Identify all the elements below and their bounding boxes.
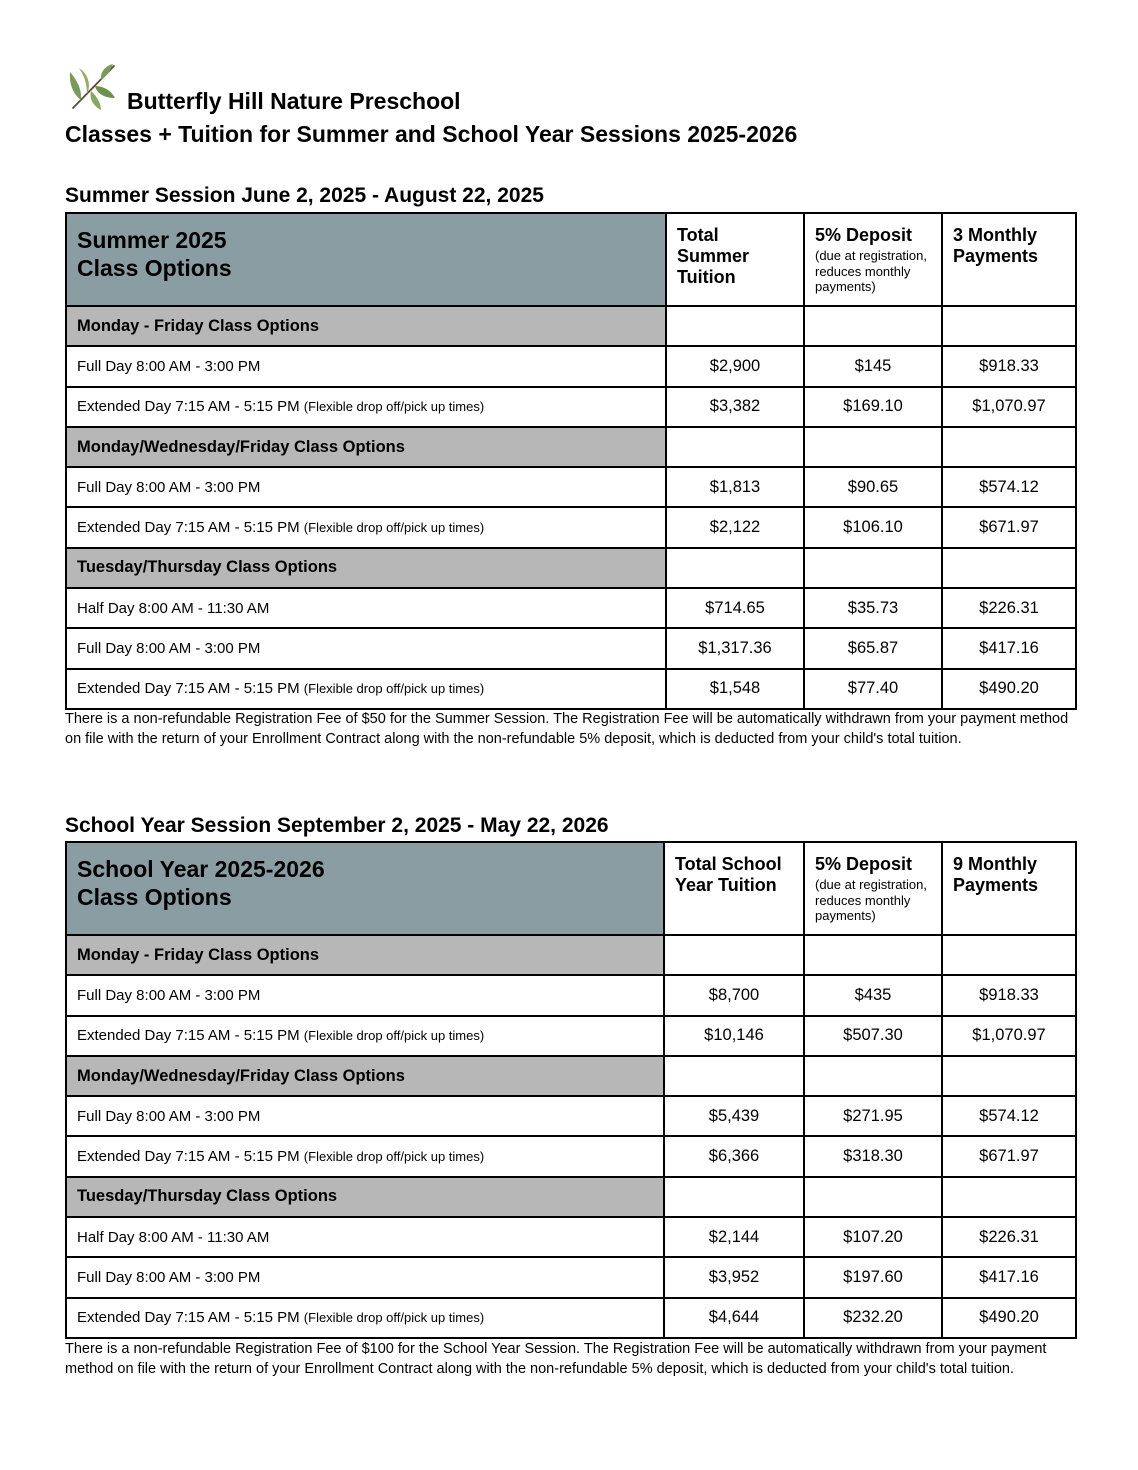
group-header-row	[66, 427, 1076, 467]
table-row	[66, 1298, 1076, 1338]
table-title-line: School Year 2025-2026	[77, 856, 325, 882]
table-title-line: Class Options	[77, 255, 232, 281]
total-tuition-cell: $6,366	[664, 1136, 804, 1176]
deposit-cell: $107.20	[804, 1217, 942, 1257]
total-tuition-cell: $3,382	[666, 387, 804, 427]
deposit-cell: $145	[804, 346, 942, 386]
class-option-cell	[66, 1096, 664, 1136]
class-option-cell	[66, 1016, 664, 1056]
deposit-cell: $169.10	[804, 387, 942, 427]
group-header-row	[66, 1056, 1076, 1096]
monthly-payment-cell: $490.20	[942, 669, 1076, 709]
monthly-payment-cell: $1,070.97	[942, 387, 1076, 427]
table-row	[66, 1016, 1076, 1056]
column-header-label: Total Summer Tuition	[677, 225, 750, 287]
class-option-cell	[66, 628, 666, 668]
monthly-payment-cell: $226.31	[942, 588, 1076, 628]
group-header-row	[66, 548, 1076, 588]
deposit-cell: $77.40	[804, 669, 942, 709]
deposit-cell: $507.30	[804, 1016, 942, 1056]
school-year-tuition-table	[65, 841, 1077, 1339]
empty-cell	[804, 935, 942, 975]
monthly-payment-cell: $417.16	[942, 1257, 1076, 1297]
monthly-payment-cell: $671.97	[942, 507, 1076, 547]
table-title	[66, 842, 664, 935]
class-option-label: Extended Day 7:15 AM - 5:15 PM	[77, 1148, 300, 1166]
leaf-branch-icon	[67, 64, 117, 110]
empty-cell	[666, 306, 804, 346]
empty-cell	[942, 548, 1076, 588]
table-row	[66, 1096, 1076, 1136]
column-header-total	[664, 842, 804, 935]
empty-cell	[666, 427, 804, 467]
deposit-cell: $318.30	[804, 1136, 942, 1176]
class-option-label: Extended Day 7:15 AM - 5:15 PM	[77, 398, 300, 416]
class-option-label: Full Day 8:00 AM - 3:00 PM	[77, 1107, 261, 1125]
empty-cell	[804, 427, 942, 467]
summer-footnote: There is a non-refundable Registration Fee of $50 for the Summer Session. The Registration Fee will be automatically withdrawn from your payment method on file with the return of your Enrollment Contract along with the non-refundable 5% deposit, which is deducted from your child's total tuition.	[65, 711, 1069, 747]
flexible-times-note: (Flexible drop off/pick up times)	[303, 681, 485, 697]
column-header-label: Total School Year Tuition	[675, 854, 782, 895]
deposit-cell: $90.65	[804, 467, 942, 507]
column-header-total	[666, 213, 804, 306]
class-option-label: Full Day 8:00 AM - 3:00 PM	[77, 478, 261, 496]
class-option-cell	[66, 387, 666, 427]
table-row	[66, 467, 1076, 507]
table-title-line: Class Options	[77, 884, 232, 910]
column-header-monthly	[942, 213, 1076, 306]
table-row	[66, 975, 1076, 1015]
deposit-cell: $65.87	[804, 628, 942, 668]
flexible-times-note: (Flexible drop off/pick up times)	[303, 1149, 485, 1165]
table-row	[66, 507, 1076, 547]
empty-cell	[804, 1177, 942, 1217]
total-tuition-cell: $4,644	[664, 1298, 804, 1338]
class-option-label: Half Day 8:00 AM - 11:30 AM	[77, 599, 270, 617]
empty-cell	[942, 306, 1076, 346]
monthly-payment-cell: $574.12	[942, 1096, 1076, 1136]
total-tuition-cell: $8,700	[664, 975, 804, 1015]
monthly-payment-cell: $918.33	[942, 346, 1076, 386]
monthly-payment-cell: $226.31	[942, 1217, 1076, 1257]
empty-cell	[664, 935, 804, 975]
table-header-row	[66, 213, 1076, 306]
class-option-cell	[66, 346, 666, 386]
empty-cell	[666, 548, 804, 588]
column-header-label: 5% Deposit	[815, 854, 913, 874]
deposit-cell: $435	[804, 975, 942, 1015]
class-option-cell	[66, 507, 666, 547]
deposit-cell: $197.60	[804, 1257, 942, 1297]
total-tuition-cell: $714.65	[666, 588, 804, 628]
group-label: Tuesday/Thursday Class Options	[66, 548, 666, 588]
table-title-line: Summer 2025	[77, 227, 227, 253]
summer-section-title: Summer Session June 2, 2025 - August 22, 2025	[65, 184, 544, 207]
empty-cell	[664, 1177, 804, 1217]
school-year-section-title: School Year Session September 2, 2025 - May 22, 2026	[65, 814, 609, 837]
total-tuition-cell: $3,952	[664, 1257, 804, 1297]
empty-cell	[804, 548, 942, 588]
flexible-times-note: (Flexible drop off/pick up times)	[303, 399, 485, 415]
empty-cell	[664, 1056, 804, 1096]
page-title: Classes + Tuition for Summer and School Year Sessions 2025-2026	[65, 121, 798, 147]
class-option-cell	[66, 1217, 664, 1257]
flexible-times-note: (Flexible drop off/pick up times)	[303, 520, 485, 536]
total-tuition-cell: $1,548	[666, 669, 804, 709]
monthly-payment-cell: $490.20	[942, 1298, 1076, 1338]
group-header-row	[66, 306, 1076, 346]
table-row	[66, 346, 1076, 386]
deposit-cell: $271.95	[804, 1096, 942, 1136]
group-header-row	[66, 1177, 1076, 1217]
empty-cell	[942, 1177, 1076, 1217]
table-header-row	[66, 842, 1076, 935]
monthly-payment-cell: $1,070.97	[942, 1016, 1076, 1056]
empty-cell	[804, 1056, 942, 1096]
monthly-payment-cell: $574.12	[942, 467, 1076, 507]
empty-cell	[942, 1056, 1076, 1096]
class-option-label: Full Day 8:00 AM - 3:00 PM	[77, 1269, 261, 1287]
total-tuition-cell: $5,439	[664, 1096, 804, 1136]
class-option-label: Extended Day 7:15 AM - 5:15 PM	[77, 1309, 300, 1327]
deposit-cell: $35.73	[804, 588, 942, 628]
total-tuition-cell: $10,146	[664, 1016, 804, 1056]
class-option-cell	[66, 1257, 664, 1297]
group-label: Monday - Friday Class Options	[66, 306, 666, 346]
table-row	[66, 387, 1076, 427]
empty-cell	[804, 306, 942, 346]
column-header-deposit	[804, 842, 942, 935]
deposit-cell: $106.10	[804, 507, 942, 547]
group-label: Monday/Wednesday/Friday Class Options	[66, 427, 666, 467]
flexible-times-note: (Flexible drop off/pick up times)	[303, 1310, 485, 1326]
class-option-cell	[66, 467, 666, 507]
class-option-label: Full Day 8:00 AM - 3:00 PM	[77, 640, 261, 658]
class-option-label: Full Day 8:00 AM - 3:00 PM	[77, 986, 261, 1004]
summer-tuition-table	[65, 212, 1077, 710]
class-option-label: Half Day 8:00 AM - 11:30 AM	[77, 1228, 270, 1246]
class-option-cell	[66, 1298, 664, 1338]
table-row	[66, 628, 1076, 668]
class-option-cell	[66, 975, 664, 1015]
empty-cell	[942, 427, 1076, 467]
monthly-payment-cell: $918.33	[942, 975, 1076, 1015]
empty-cell	[942, 935, 1076, 975]
class-option-label: Extended Day 7:15 AM - 5:15 PM	[77, 680, 300, 698]
table-row	[66, 1257, 1076, 1297]
monthly-payment-cell: $671.97	[942, 1136, 1076, 1176]
table-row	[66, 1136, 1076, 1176]
group-header-row	[66, 935, 1076, 975]
column-header-deposit	[804, 213, 942, 306]
total-tuition-cell: $1,813	[666, 467, 804, 507]
class-option-label: Extended Day 7:15 AM - 5:15 PM	[77, 519, 300, 537]
table-row	[66, 588, 1076, 628]
column-header-label: 9 Monthly Payments	[953, 854, 1039, 895]
class-option-cell	[66, 669, 666, 709]
class-option-label: Extended Day 7:15 AM - 5:15 PM	[77, 1027, 300, 1045]
flexible-times-note: (Flexible drop off/pick up times)	[303, 1028, 485, 1044]
school-name: Butterfly Hill Nature Preschool	[127, 88, 461, 114]
table-row	[66, 1217, 1076, 1257]
total-tuition-cell: $1,317.36	[666, 628, 804, 668]
column-header-note: (due at registration, reduces monthly payments)	[815, 877, 928, 923]
column-header-note: (due at registration, reduces monthly payments)	[815, 248, 928, 294]
table-row	[66, 669, 1076, 709]
deposit-cell: $232.20	[804, 1298, 942, 1338]
total-tuition-cell: $2,122	[666, 507, 804, 547]
table-title	[66, 213, 666, 306]
class-option-label: Full Day 8:00 AM - 3:00 PM	[77, 357, 261, 375]
total-tuition-cell: $2,900	[666, 346, 804, 386]
column-header-label: 5% Deposit	[815, 225, 913, 245]
monthly-payment-cell: $417.16	[942, 628, 1076, 668]
column-header-label: 3 Monthly Payments	[953, 225, 1039, 266]
class-option-cell	[66, 1136, 664, 1176]
column-header-monthly	[942, 842, 1076, 935]
class-option-cell	[66, 588, 666, 628]
group-label: Monday/Wednesday/Friday Class Options	[66, 1056, 664, 1096]
total-tuition-cell: $2,144	[664, 1217, 804, 1257]
group-label: Monday - Friday Class Options	[66, 935, 664, 975]
group-label: Tuesday/Thursday Class Options	[66, 1177, 664, 1217]
school-year-footnote: There is a non-refundable Registration Fee of $100 for the School Year Session. The Registration Fee will be automatically withdrawn from your payment method on file with the return of your Enrollment Contract along with the non-refundable 5% deposit, which is deducted from your child's total tuition.	[65, 1341, 1047, 1377]
